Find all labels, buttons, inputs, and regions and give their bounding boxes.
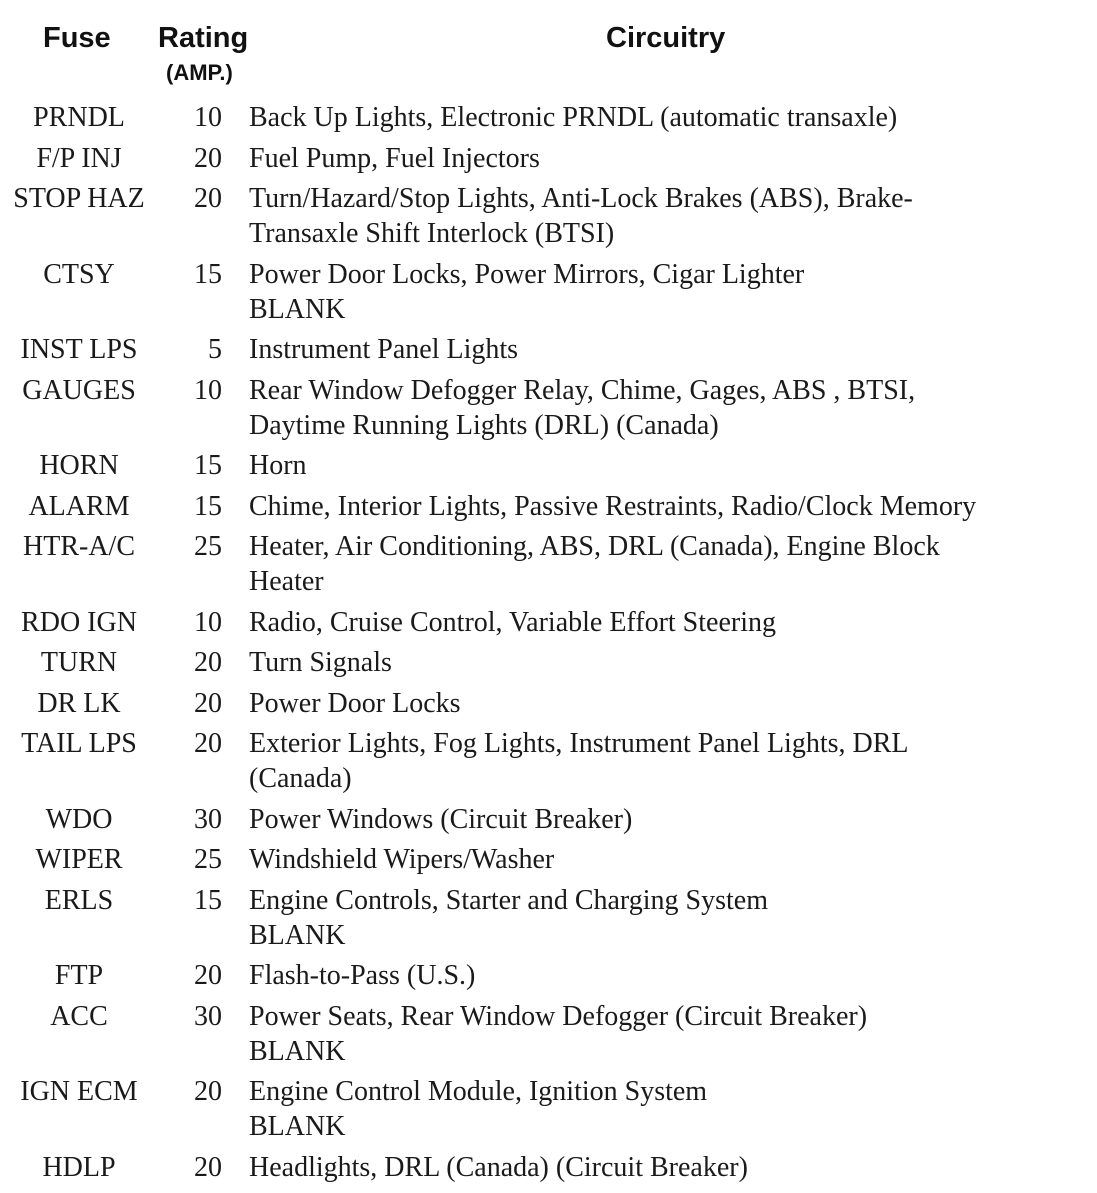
- circuitry-line: Flash-to-Pass (U.S.): [249, 960, 476, 991]
- fuse-circuitry: [222, 100, 1052, 135]
- table-row: [0, 999, 1097, 1069]
- table-row: [0, 842, 1097, 877]
- fuse-name: WIPER: [35, 844, 123, 875]
- fuse-circuitry: [222, 489, 1052, 524]
- table-row: [0, 373, 1097, 443]
- fuse-circuitry: [222, 1150, 1052, 1185]
- fuse-name: DR LK: [37, 687, 121, 719]
- header-rating-unit: (AMP.): [166, 60, 233, 85]
- fuse-circuitry: [222, 181, 1052, 251]
- circuitry-line: Transaxle Shift Interlock (BTSI): [249, 218, 615, 249]
- fuse-rating: 15: [194, 258, 222, 290]
- table-row: [0, 686, 1097, 721]
- fuse-rating: 15: [194, 490, 222, 522]
- table-row: [0, 1150, 1097, 1185]
- table-row: [0, 1074, 1097, 1144]
- fuse-rating: 20: [194, 183, 222, 214]
- table-row: [0, 100, 1097, 135]
- fuse-rating: 20: [194, 1151, 222, 1183]
- fuse-circuitry: [222, 529, 1052, 599]
- fuse-rating: 15: [194, 450, 222, 481]
- fuse-circuitry: [222, 883, 1052, 953]
- fuse-name: F/P INJ: [36, 142, 122, 174]
- circuitry-line: BLANK: [249, 919, 346, 951]
- fuse-name: PRNDL: [33, 102, 125, 133]
- fuse-circuitry: [222, 645, 1052, 680]
- fuse-rating: 10: [194, 606, 222, 638]
- fuse-circuitry: [222, 842, 1052, 877]
- fuse-circuitry: [222, 999, 1052, 1069]
- circuitry-line: Power Door Locks: [249, 687, 461, 719]
- table-row: [0, 645, 1097, 680]
- fuse-rating: 25: [194, 531, 222, 562]
- circuitry-line: Power Seats, Rear Window Defogger (Circuit Breaker): [249, 1000, 868, 1032]
- fuse-name: HORN: [39, 450, 119, 481]
- fuse-name: TURN: [40, 647, 118, 678]
- fuse-circuitry: [222, 605, 1052, 640]
- circuitry-line: Daytime Running Lights (DRL) (Canada): [249, 409, 719, 441]
- fuse-rating: 25: [194, 844, 222, 875]
- table-row: [0, 883, 1097, 953]
- fuse-name: IGN ECM: [20, 1076, 138, 1107]
- table-row: [0, 448, 1097, 483]
- fuse-rows: [0, 100, 1097, 1190]
- table-row: [0, 529, 1097, 599]
- fuse-rating: 20: [194, 1076, 222, 1107]
- fuse-name: FTP: [54, 960, 104, 991]
- fuse-rating: 20: [194, 142, 222, 174]
- fuse-circuitry: [222, 373, 1052, 443]
- table-row: [0, 802, 1097, 837]
- fuse-circuitry: [222, 802, 1052, 837]
- circuitry-line: (Canada): [249, 763, 352, 794]
- fuse-name: CTSY: [43, 258, 115, 290]
- fuse-circuitry: [222, 958, 1052, 993]
- table-row: [0, 141, 1097, 176]
- fuse-circuitry: [222, 332, 1052, 367]
- circuitry-line: Turn Signals: [249, 647, 392, 678]
- fuse-name: TAIL LPS: [21, 728, 137, 759]
- circuitry-line: Back Up Lights, Electronic PRNDL (automatic transaxle): [249, 102, 898, 133]
- fuse-name: HTR-A/C: [23, 531, 135, 562]
- circuitry-line: Exterior Lights, Fog Lights, Instrument Panel Lights, DRL: [249, 728, 909, 759]
- circuitry-line: Heater: [249, 566, 324, 597]
- table-row: [0, 489, 1097, 524]
- fuse-rating: 30: [194, 1000, 222, 1032]
- table-row: [0, 726, 1097, 796]
- fuse-rating: 30: [194, 803, 222, 835]
- circuitry-line: Windshield Wipers/Washer: [249, 844, 555, 875]
- circuitry-line: Engine Control Module, Ignition System: [249, 1076, 708, 1107]
- fuse-circuitry: [222, 141, 1052, 176]
- circuitry-line: Chime, Interior Lights, Passive Restraints, Radio/Clock Memory: [249, 490, 977, 522]
- fuse-name: HDLP: [42, 1151, 116, 1183]
- header-circuitry: Circuitry: [606, 22, 726, 54]
- circuitry-line: BLANK: [249, 1035, 346, 1067]
- fuse-circuitry: [222, 1074, 1052, 1144]
- circuitry-line: Power Windows (Circuit Breaker): [249, 803, 633, 835]
- circuitry-line: Fuel Pump, Fuel Injectors: [249, 142, 540, 174]
- circuitry-line: Instrument Panel Lights: [249, 334, 519, 365]
- fuse-rating: 20: [194, 728, 222, 759]
- fuse-rating: 10: [194, 374, 222, 406]
- circuitry-line: Rear Window Defogger Relay, Chime, Gages, ABS , BTSI,: [249, 374, 916, 406]
- fuse-name: ACC: [50, 1000, 108, 1032]
- fuse-name: INST LPS: [20, 334, 138, 365]
- fuse-rating: 5: [208, 334, 222, 365]
- table-row: [0, 332, 1097, 367]
- table-row: [0, 181, 1097, 251]
- circuitry-line: Heater, Air Conditioning, ABS, DRL (Canada), Engine Block: [249, 531, 940, 562]
- fuse-rating: 20: [194, 687, 222, 719]
- fuse-rating: 10: [194, 102, 222, 133]
- fuse-circuitry: [222, 448, 1052, 483]
- fuse-name: STOP HAZ: [13, 183, 145, 214]
- table-row: [0, 257, 1097, 327]
- fuse-rating: 20: [194, 647, 222, 678]
- circuitry-line: Turn/Hazard/Stop Lights, Anti-Lock Brakes (ABS), Brake-: [249, 183, 913, 214]
- circuitry-line: Engine Controls, Starter and Charging System: [249, 884, 768, 916]
- circuitry-line: Radio, Cruise Control, Variable Effort Steering: [249, 606, 776, 638]
- circuitry-line: BLANK: [249, 293, 346, 325]
- fuse-name: GAUGES: [22, 374, 136, 406]
- fuse-circuitry: [222, 686, 1052, 721]
- table-row: [0, 605, 1097, 640]
- circuitry-line: Horn: [249, 450, 307, 481]
- circuitry-line: Headlights, DRL (Canada) (Circuit Breaker): [249, 1151, 748, 1183]
- fuse-circuitry: [222, 257, 1052, 327]
- header-rating: Rating: [158, 22, 249, 54]
- fuse-rating: 15: [194, 884, 222, 916]
- fuse-name: ERLS: [44, 884, 114, 916]
- fuse-name: RDO IGN: [21, 606, 137, 638]
- table-row: [0, 958, 1097, 993]
- fuse-name: WDO: [45, 803, 113, 835]
- circuitry-line: BLANK: [249, 1111, 346, 1142]
- header-fuse: Fuse: [43, 22, 111, 54]
- fuse-circuitry: [222, 726, 1052, 796]
- fuse-name: ALARM: [28, 490, 130, 522]
- fuse-rating: 20: [194, 960, 222, 991]
- circuitry-line: Power Door Locks, Power Mirrors, Cigar Lighter: [249, 258, 805, 290]
